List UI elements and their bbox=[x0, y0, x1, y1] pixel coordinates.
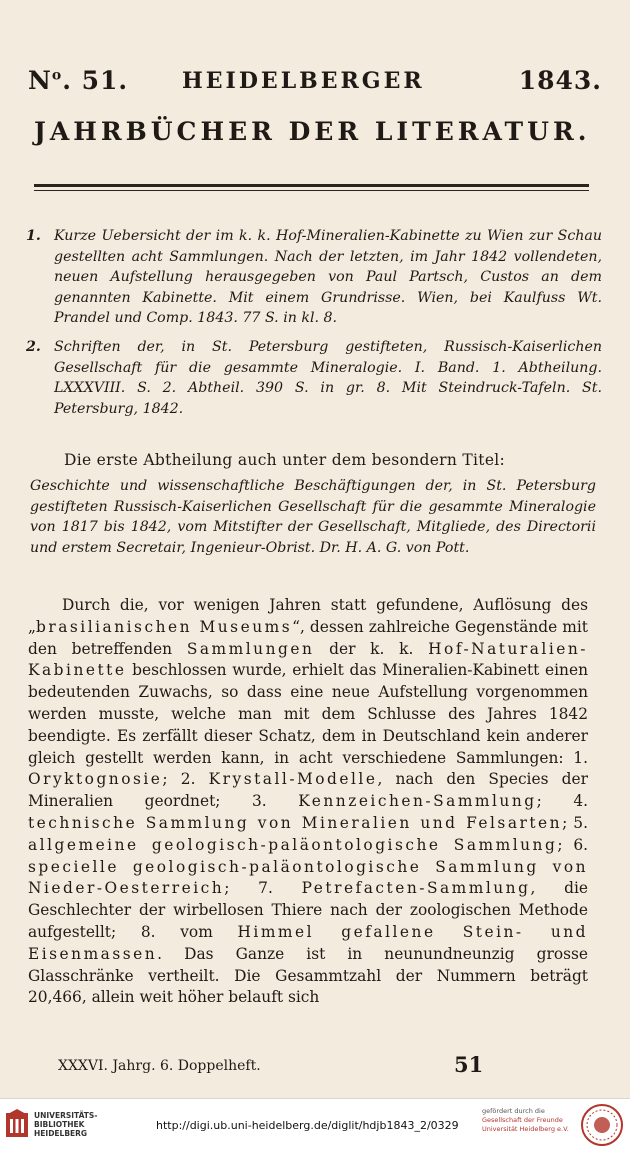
header-rule-thin bbox=[34, 190, 589, 191]
body-spaced-run: Sammlungen bbox=[186, 639, 315, 658]
issue-number: $N^o$. 51. bbox=[28, 66, 129, 95]
running-header bbox=[28, 66, 602, 100]
funder-line: Universität Heidelberg e.V. bbox=[482, 1125, 569, 1133]
entry-text: Schriften der, in St. Petersburg gestifteten, Russisch-Kaiserlichen Gesellschaft für die gesammte Mineralogie. I. Band. 1. Abtheilung. LXXXVIII. S. 2. Abtheil. 390 S. in gr. 8. Mit Steindruck-Tafeln. St. Petersburg, 1842. bbox=[54, 338, 602, 417]
body-spaced-run: Petrefacten-Sammlung bbox=[301, 879, 531, 898]
body-spaced-run: Himmel gefallene Stein- und Eisenmassen bbox=[28, 922, 588, 963]
body-text-run: der k. k. bbox=[314, 639, 429, 658]
page-number: 51 bbox=[454, 1052, 484, 1077]
library-logo-icon bbox=[6, 1109, 28, 1137]
header-rule-thick bbox=[34, 184, 589, 187]
body-text-run: beschlossen wurde, erhielt das Mineralien-Kabinett einen bedeutenden Zuwachs, so dass eine neue Aufstellung vorgenommen werden musste, welche man mit dem Schlusse des Jahres 1842 beendigte. Es zerfällt dieser Schatz, dem in Deutschland kein anderer gleich gestellt werden kann, in acht verschiedene Sammlungen: 1. bbox=[28, 661, 588, 767]
body-spaced-run: Krystall-Modelle bbox=[208, 770, 378, 789]
body-text-run: ; 7. bbox=[224, 879, 302, 898]
entry-number: 1. bbox=[26, 228, 41, 244]
bibliography-entries bbox=[26, 226, 602, 419]
bibliography-entry bbox=[26, 226, 602, 329]
library-name bbox=[34, 1111, 97, 1138]
body-text-run: Durch die, vor wenigen Jahren statt gefundene, Auflösung des „ bbox=[28, 596, 588, 636]
subtitle-intro: Die erste Abtheilung auch unter dem besondern Titel: bbox=[64, 451, 506, 469]
body-text-run: ; 6. bbox=[557, 835, 589, 854]
bibliography-entry bbox=[26, 337, 602, 419]
body-text-run: , nach den Species der Mineralien geordnet; 3. bbox=[28, 770, 589, 811]
funder-line: gefördert durch die bbox=[482, 1107, 545, 1115]
subtitle-text: Geschichte und wissenschaftliche Beschäftigungen der, in St. Petersburg gestifteten Russisch-Kaiserlichen Gesellschaft für die gesammte Mineralogie von 1817 bis 1842, vom Mitstifter der Gesellschaft, Mitgliede, des Directorii und erstem Secretair, Ingenieur-Obrist. Dr. H. A. G. von Pott. bbox=[30, 478, 596, 556]
signature-line: XXXVI. Jahrg. 6. Doppelheft. bbox=[58, 1058, 261, 1074]
funder-line: Gesellschaft der Freunde bbox=[482, 1116, 563, 1124]
entry-text: Kurze Uebersicht der im k. k. Hof-Mineralien-Kabinette zu Wien zur Schau gestellten acht Sammlungen. Nach der letzten, im Jahr 1842 vollendeten, neuen Aufstellung herausgegeben von Paul Partsch, Custos an dem genannten Kabinette. Mit einem Grundrisse. Wien, bei Kaulfuss Wt. Prandel und Comp. 1843. 77 S. in kl. 8. bbox=[54, 228, 602, 327]
body-spaced-run: Hof-Naturalien-Kabinette bbox=[28, 639, 588, 680]
body-text-run: “, dessen zahlreiche Gegenstände mit den betreffenden bbox=[28, 617, 588, 658]
body-spaced-run: technische Sammlung von Mineralien und Felsarten bbox=[28, 813, 563, 832]
body-spaced-run: brasilianischen Museums bbox=[35, 617, 293, 636]
header-year: 1843. bbox=[518, 66, 602, 95]
journal-title: JAHRBÜCHER DER LITERATUR. bbox=[34, 117, 591, 146]
body-text-run: ; 2. bbox=[162, 770, 209, 789]
body-spaced-run: allgemeine geologisch-paläontologische Sammlung bbox=[28, 835, 558, 854]
library-name-line: BIBLIOTHEK bbox=[34, 1120, 85, 1129]
body-text-run: ; 5. bbox=[562, 813, 588, 832]
university-seal-icon bbox=[580, 1103, 624, 1147]
header-title: HEIDELBERGER bbox=[182, 68, 425, 94]
review-body bbox=[28, 595, 588, 1009]
permalink-url[interactable]: http://digi.ub.uni-heidelberg.de/diglit/hdjb1843_2/0329 bbox=[156, 1119, 459, 1132]
body-spaced-run: Kennzeichen-Sammlung bbox=[298, 792, 537, 811]
body-text-run: , die Geschlechter der wirbellosen Thiere nach der zoologischen Methode aufgestellt; 8. vom bbox=[28, 879, 588, 941]
library-name-line: HEIDELBERG bbox=[34, 1129, 88, 1138]
body-spaced-run: specielle geologisch-paläontologische Sammlung von Nieder-Oesterreich bbox=[28, 857, 588, 898]
entry-number: 2. bbox=[26, 338, 41, 355]
viewer-footer-bar bbox=[0, 1098, 630, 1152]
funder-credit bbox=[482, 1107, 569, 1134]
body-text-run: . Das Ganze ist in neunundneunzig grosse Glasschränke vertheilt. Die Gesammtzahl der Nummern beträgt 20,466, allein weit höher belauft sich bbox=[28, 944, 588, 1007]
body-text-run: ; 4. bbox=[536, 792, 589, 811]
library-name-line: UNIVERSITÄTS- bbox=[34, 1111, 98, 1120]
body-spaced-run: Oryktognosie bbox=[28, 770, 163, 789]
